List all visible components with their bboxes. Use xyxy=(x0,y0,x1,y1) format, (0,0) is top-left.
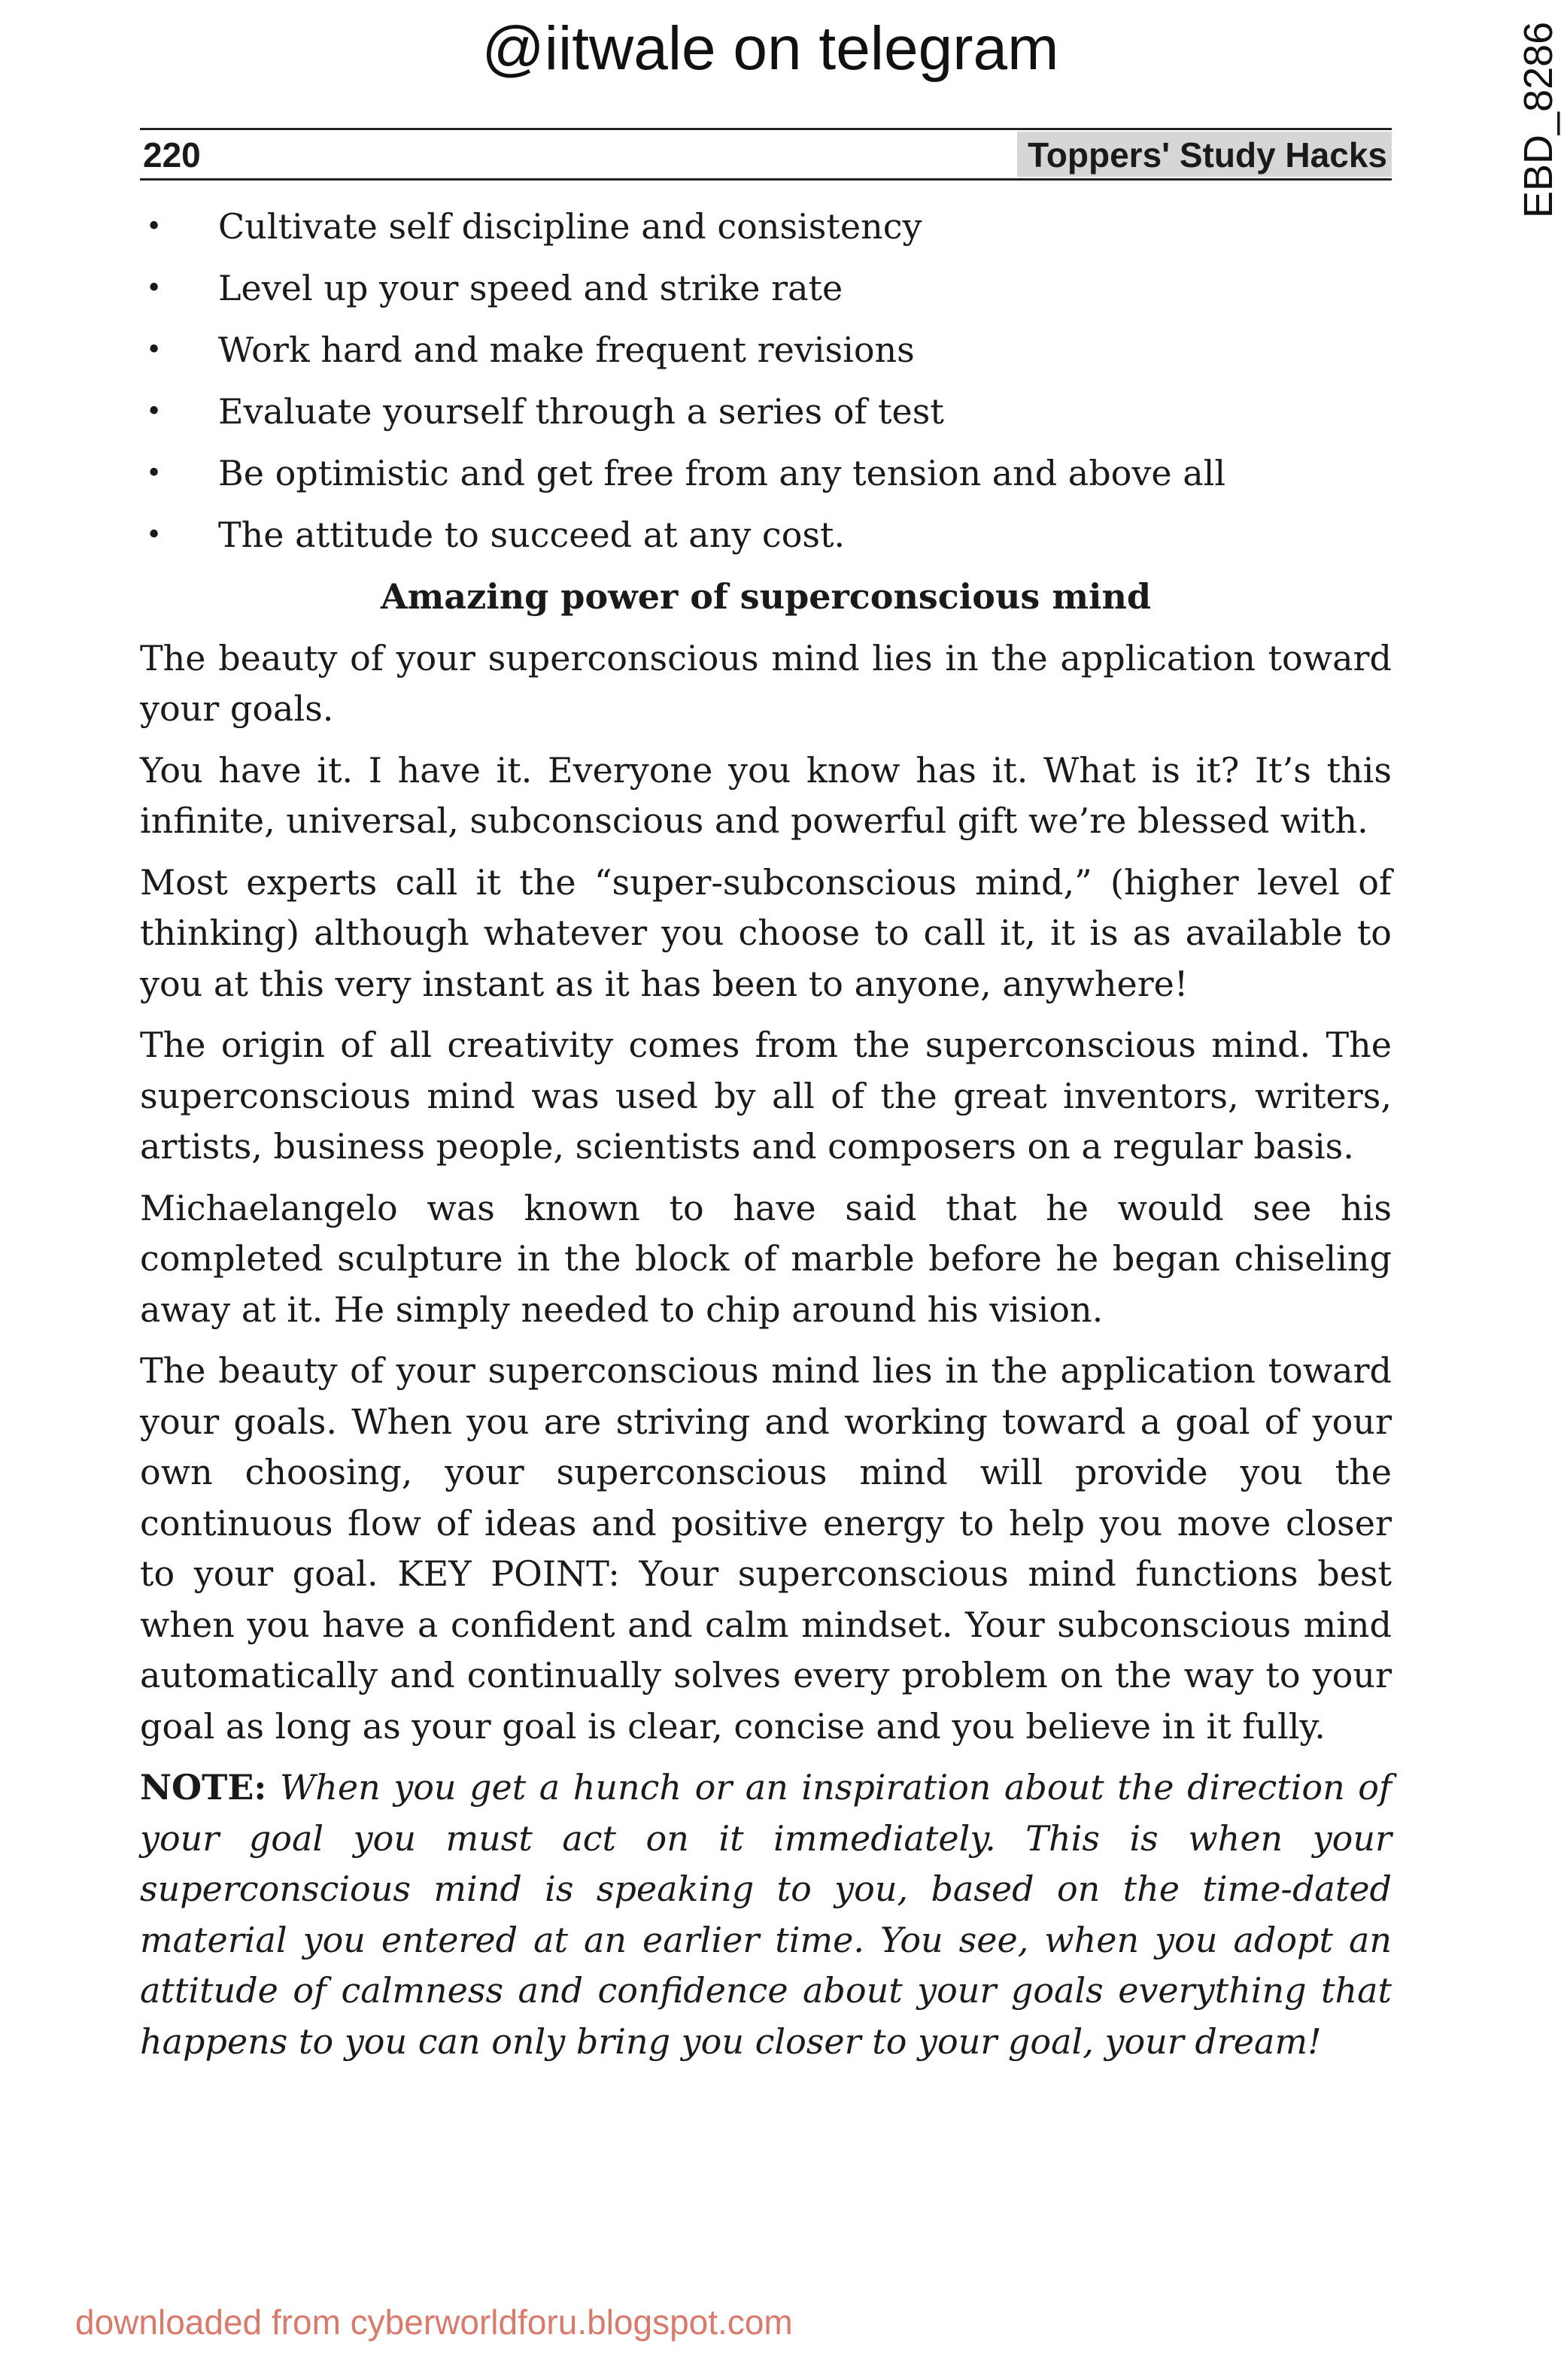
bullet-icon: • xyxy=(146,458,162,489)
note-paragraph xyxy=(140,1762,1392,2067)
list-item xyxy=(140,263,1392,314)
list-item xyxy=(140,202,1392,253)
bullet-icon: • xyxy=(146,396,162,427)
list-item xyxy=(140,448,1392,499)
paragraph: The beauty of your superconscious mind lies in the application toward your goals. When you are striving and working toward a goal of your own choosing, your superconscious mind will provide you the continuous flow of ideas and positive energy to help you move closer to your goal. KEY POINT: Your superconscious mind functions best when you have a confident and calm mindset. Your subconscious mind automatically and continually solves every problem on the way to your goal as long as your goal is clear, concise and you believe in it fully. xyxy=(140,1350,1392,1747)
list-item xyxy=(140,387,1392,438)
download-source-link[interactable]: downloaded from cyberworldforu.blogspot.com xyxy=(75,2303,793,2342)
note-label: NOTE: xyxy=(140,1767,267,1808)
bullet-icon: • xyxy=(146,335,162,366)
side-code: EBD_8286 xyxy=(1516,21,1561,218)
bullet-text: Be optimistic and get free from any tension and above all xyxy=(218,453,1226,493)
section-heading: Amazing power of superconscious mind xyxy=(380,576,1152,617)
paragraph: Michaelangelo was known to have said that he would see his completed sculpture in the block of marble before he began chiseling away at it. He simply needed to chip around his vision. xyxy=(140,1187,1392,1330)
bullet-icon: • xyxy=(146,211,162,242)
paragraph: Most experts call it the “super-subconscious mind,” (higher level of thinking) although whatever you choose to call it, it is as available to you at this very instant as it has been to anyone, anywhere! xyxy=(140,861,1392,1004)
book-title: Toppers' Study Hacks xyxy=(1017,132,1392,177)
bullet-text: Cultivate self discipline and consistency xyxy=(218,206,922,247)
running-header xyxy=(140,128,1392,181)
paragraph: The beauty of your superconscious mind lies in the application toward your goals. xyxy=(140,637,1392,729)
telegram-watermark: @iitwale on telegram xyxy=(481,14,1059,83)
bullet-text: Evaluate yourself through a series of test xyxy=(218,391,944,432)
bullet-icon: • xyxy=(146,273,162,304)
paragraph: The origin of all creativity comes from the superconscious mind. The superconscious mind was used by all of the great inventors, writers, artists, business people, scientists and composers on a regular basis. xyxy=(140,1025,1392,1167)
bullet-text: The attitude to succeed at any cost. xyxy=(218,515,846,555)
bullet-list xyxy=(140,202,1392,561)
bullet-icon: • xyxy=(146,520,162,551)
list-item xyxy=(140,325,1392,376)
bullet-text: Level up your speed and strike rate xyxy=(218,268,843,308)
bullet-text: Work hard and make frequent revisions xyxy=(218,329,915,370)
list-item xyxy=(140,510,1392,561)
page-body xyxy=(140,202,1392,2078)
paragraph: You have it. I have it. Everyone you know has it. What is it? It’s this infinite, universal, subconscious and powerful gift we’re blessed with. xyxy=(140,749,1392,841)
page-number: 220 xyxy=(143,135,201,175)
note-text: When you get a hunch or an inspiration about the direction of your goal you must act on it immediately. This is when your superconscious mind is speaking to you, based on the time-dated material you entered at an earlier time. You see, when you adopt an attitude of calmness and confidence about your goals everything that happens to you can only bring you closer to your goal, your dream! xyxy=(140,1767,1392,2062)
